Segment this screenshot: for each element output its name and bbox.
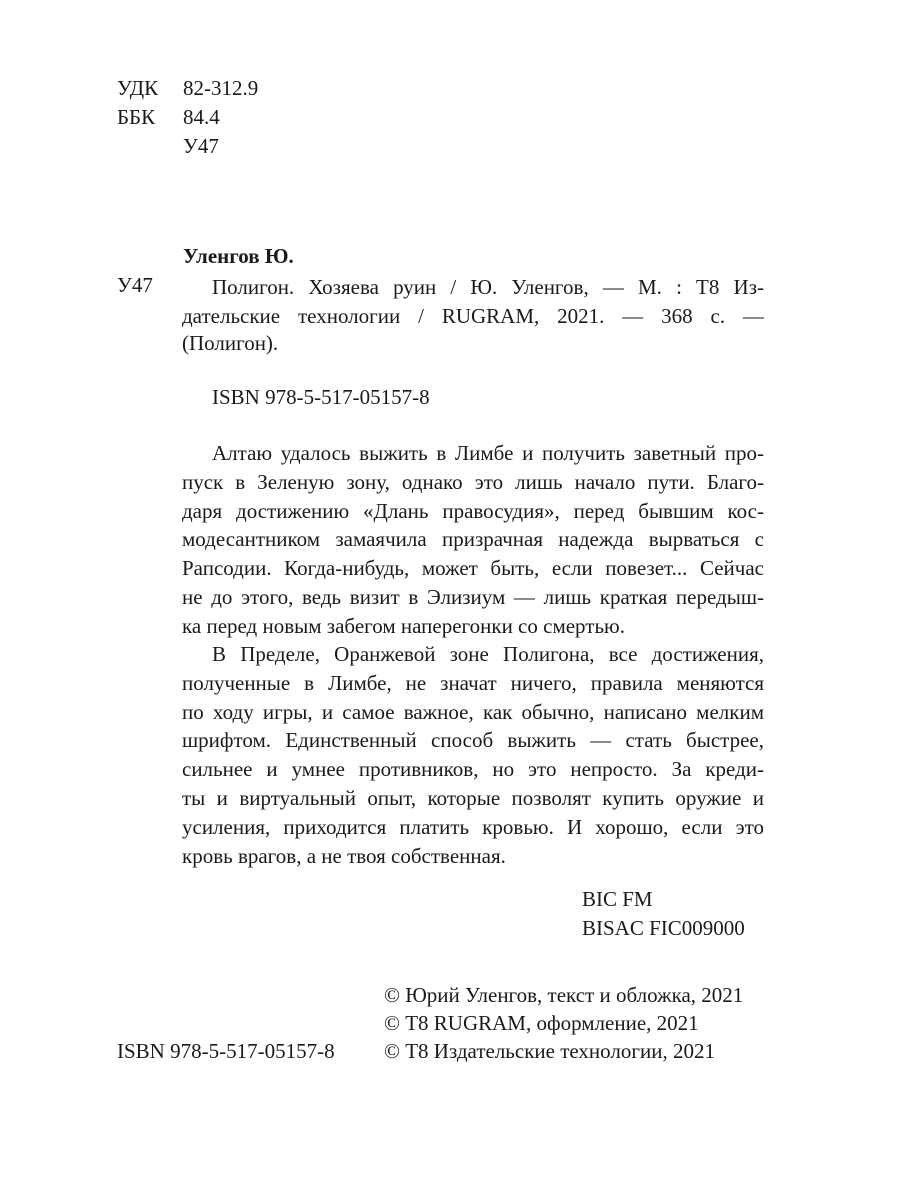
udk-label: УДК [117, 76, 159, 100]
annotation-paragraph-1 [182, 439, 764, 641]
p2-line: по ходу игры, и самое важное, как обычно, написано мелким [182, 699, 764, 724]
p1-line: не до этого, ведь визит в Элизиум — лишь краткая передыш- [182, 584, 764, 609]
isbn-main: ISBN 978-5-517-05157-8 [212, 385, 430, 409]
author-sign-top: У47 [183, 134, 219, 158]
p1-line: Алтаю удалось выжить в Лимбе и получить заветный про- [212, 441, 764, 465]
bbk-value: 84.4 [183, 105, 220, 129]
copyright-line-3: © Т8 Издательские технологии, 2021 [384, 1039, 715, 1063]
bib-text-1: Полигон. Хозяева руин / Ю. Уленгов, — М. : Т8 Из- [212, 275, 764, 299]
p2-line: В Пределе, Оранжевой зоне Полигона, все достижения, [212, 642, 764, 666]
bib-line-1 [212, 273, 764, 302]
p1-line: ка перед новым забегом наперегонки со смертью. [182, 613, 625, 638]
p2-line: кровь врагов, а не твоя собственная. [182, 843, 506, 868]
bib-line-3: (Полигон). [182, 331, 279, 355]
author-sign: У47 [117, 273, 153, 297]
p1-line: даря достижению «Длань правосудия», перед бывшим кос- [182, 498, 764, 523]
annotation-paragraph-2 [182, 640, 764, 870]
bib-text-2: дательские технологии / RUGRAM, 2021. — 368 с. — [182, 304, 764, 328]
bisac-code: BISAC FIC009000 [582, 916, 745, 940]
author-name: Уленгов Ю. [183, 244, 294, 268]
p2-line: полученные в Лимбе, не значат ничего, правила меняются [182, 670, 764, 695]
isbn-footer: ISBN 978-5-517-05157-8 [117, 1039, 335, 1063]
bib-line-2 [182, 302, 764, 331]
copyright-line-1: © Юрий Уленгов, текст и обложка, 2021 [384, 983, 744, 1007]
copyright-line-2: © Т8 RUGRAM, оформление, 2021 [384, 1011, 699, 1035]
p2-line: шрифтом. Единственный способ выжить — стать быстрее, [182, 728, 764, 753]
udk-line [117, 76, 258, 101]
p2-line: сильнее и умнее противников, но это непросто. За креди- [182, 757, 764, 782]
bic-code: BIC FM [582, 887, 653, 911]
p1-line: пуск в Зеленую зону, однако это лишь начало пути. Благо- [182, 469, 764, 494]
p1-line: модесантником замаячила призрачная надежда вырваться с [182, 527, 764, 552]
bbk-line [117, 105, 220, 130]
bbk-label: ББК [117, 105, 156, 129]
p1-line: Рапсодии. Когда-нибудь, может быть, если повезет... Сейчас [182, 556, 764, 581]
p2-line: усиления, приходится платить кровью. И хорошо, если это [182, 814, 764, 839]
p2-line: ты и виртуальный опыт, которые позволят купить оружие и [182, 785, 764, 810]
udk-value: 82-312.9 [183, 76, 259, 100]
